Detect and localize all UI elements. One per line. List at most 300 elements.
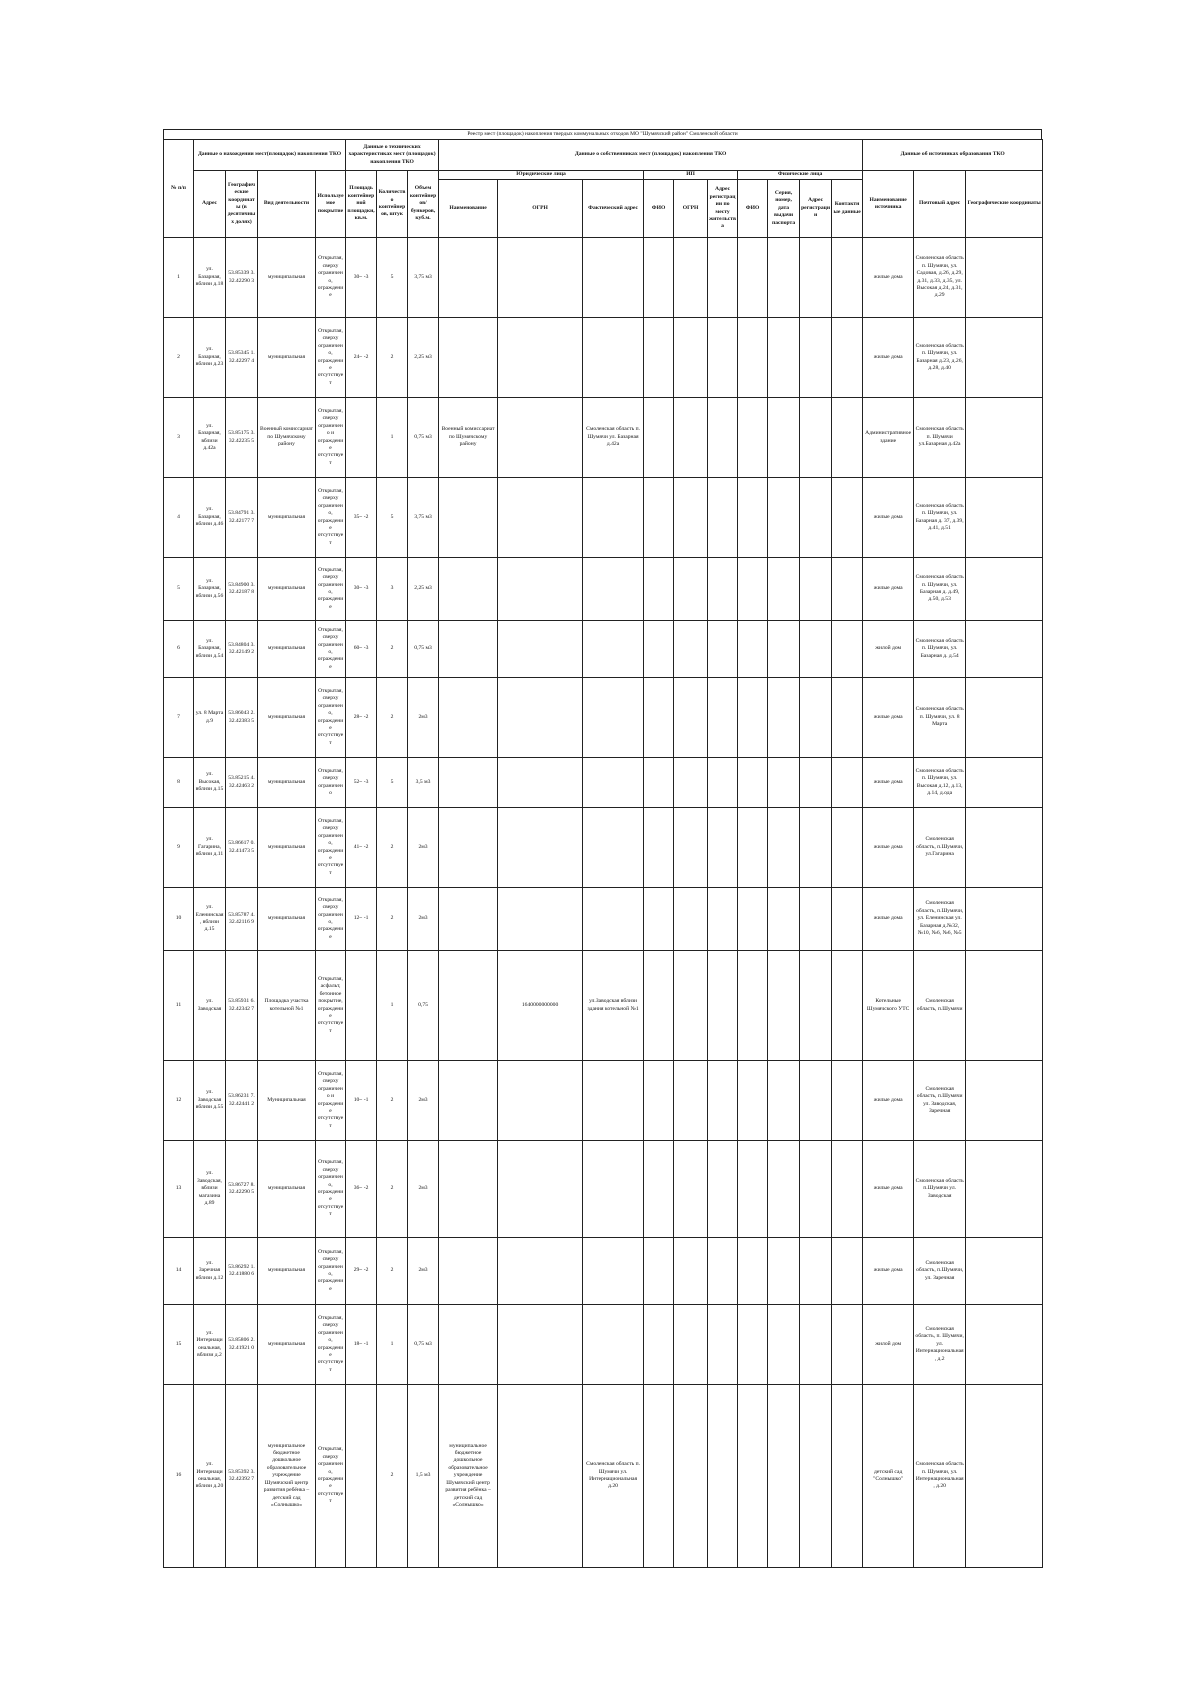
cell-fio2 <box>738 758 768 808</box>
cell-fio2 <box>738 951 768 1061</box>
cell-source-name: жилые дома <box>863 758 914 808</box>
table-row <box>164 621 1043 678</box>
cell-postal: Смоленская область, п.Шумячи, ул. Заречная <box>914 1238 966 1305</box>
cell-fio <box>644 888 674 951</box>
cell-reg-address <box>708 951 738 1061</box>
cell-ogrnip <box>674 808 708 888</box>
cell-cover: Открытая, сверху ограничено, ограждение отсутствует <box>316 1385 346 1568</box>
cell-num: 7 <box>164 678 194 758</box>
cell-fio <box>644 238 674 318</box>
cell-contacts <box>832 678 863 758</box>
cell-address: ул. Базарная, вблизи д.42а <box>194 398 226 478</box>
cell-reg-address2 <box>800 1141 832 1238</box>
cell-passport <box>768 1141 800 1238</box>
cell-fio <box>644 808 674 888</box>
cell-name <box>439 478 498 558</box>
cell-fact-address <box>583 888 644 951</box>
cell-count: 2 <box>377 318 408 398</box>
cell-address: ул. Интернациональная, вблизи д.20 <box>194 1385 226 1568</box>
cell-num: 4 <box>164 478 194 558</box>
cell-fio2 <box>738 1061 768 1141</box>
cell-activity: муниципальная <box>258 808 316 888</box>
cell-reg-address <box>708 758 738 808</box>
cell-source-name: жилые дома <box>863 678 914 758</box>
cell-area: 10~ -1 <box>346 1061 377 1141</box>
header-ogrn: ОГРН <box>498 180 583 238</box>
cell-area <box>346 951 377 1061</box>
cell-volume: 2,25 м3 <box>408 558 439 621</box>
cell-name <box>439 951 498 1061</box>
cell-reg-address <box>708 1061 738 1141</box>
cell-ogrn <box>498 808 583 888</box>
cell-activity: муниципальная <box>258 1141 316 1238</box>
cell-geo: 53.85345 1. 32.42297 4 <box>226 318 258 398</box>
cell-geo2 <box>966 1061 1043 1141</box>
cell-cover: Открытая, сверху ограничено, ограждение отсутствует <box>316 678 346 758</box>
cell-area <box>346 1385 377 1568</box>
cell-name <box>439 678 498 758</box>
cell-count: 2 <box>377 808 408 888</box>
cell-geo: 53.86617 0. 32.41473 5 <box>226 808 258 888</box>
header-group-location: Данные о нахождении мест(площадок) накопления ТКО <box>194 140 346 171</box>
cell-fio2 <box>738 238 768 318</box>
cell-fio <box>644 1141 674 1238</box>
cell-count: 2 <box>377 1238 408 1305</box>
cell-name <box>439 238 498 318</box>
cell-reg-address2 <box>800 558 832 621</box>
cell-fact-address <box>583 318 644 398</box>
cell-fact-address: Смоленская область п. Шумячи ул. Интернациональная д.20 <box>583 1385 644 1568</box>
cell-ogrn <box>498 888 583 951</box>
cell-fio <box>644 558 674 621</box>
cell-postal: Смоленская область, п.Шумячи, ул. Еленинская ул. Базарная д.№32, №10, №6, №6, №5 <box>914 888 966 951</box>
cell-address: ул. Базарная, вблизи д.23 <box>194 318 226 398</box>
cell-activity: Муниципальная <box>258 1061 316 1141</box>
cell-source-name: жилые дома <box>863 478 914 558</box>
cell-cover: Открытая, сверху ограничено и ограждение отсутствует <box>316 398 346 478</box>
cell-passport <box>768 1238 800 1305</box>
cell-cover: Открытая, сверху ограничено, ограждение отсутствует <box>316 478 346 558</box>
cell-ogrnip <box>674 398 708 478</box>
cell-fio2 <box>738 398 768 478</box>
cell-cover: Открытая, сверху ограничено, ограждение отсутствует <box>316 808 346 888</box>
cell-geo: 53.85175 3. 32.42235 5 <box>226 398 258 478</box>
cell-contacts <box>832 1305 863 1385</box>
cell-count: 3 <box>377 558 408 621</box>
cell-fact-address <box>583 621 644 678</box>
header-group-owners: Данные о собственниках мест (площадок) накопления ТКО <box>439 140 863 171</box>
cell-count: 2 <box>377 678 408 758</box>
header-geo2: Географические координаты <box>966 171 1043 238</box>
cell-fio2 <box>738 1238 768 1305</box>
cell-activity: Площадка участка котельной №1 <box>258 951 316 1061</box>
cell-count: 1 <box>377 951 408 1061</box>
cell-name <box>439 808 498 888</box>
cell-fact-address <box>583 558 644 621</box>
cell-name: муниципальное бюджетное дошкольное образовательное учреждение Шумячский центр развития ребёнка – детский сад «Солнышко» <box>439 1385 498 1568</box>
cell-cover: Открытая, асфальт, бетонное покрытие, ограждение отсутствует <box>316 951 346 1061</box>
header-legal: Юридические лица <box>439 171 644 180</box>
cell-reg-address <box>708 1305 738 1385</box>
cell-address: ул. Высокая, вблизи д.15 <box>194 758 226 808</box>
table-row <box>164 678 1043 758</box>
cell-num: 12 <box>164 1061 194 1141</box>
cell-name: Военный комиссариат по Шумячскому району <box>439 398 498 478</box>
cell-passport <box>768 1061 800 1141</box>
cell-postal: Смоленская область, п.Шумячи <box>914 951 966 1061</box>
cell-source-name: Административное здание <box>863 398 914 478</box>
cell-area: 36~ -2 <box>346 1141 377 1238</box>
cell-geo: 53.85339 3. 32.42290 3 <box>226 238 258 318</box>
cell-geo: 53.86231 7. 32.42441 2 <box>226 1061 258 1141</box>
cell-area: 41~ -2 <box>346 808 377 888</box>
cell-ogrnip <box>674 238 708 318</box>
cell-area: 18~ -1 <box>346 1305 377 1385</box>
cell-contacts <box>832 1061 863 1141</box>
cell-cover: Открытая, сверху ограничено <box>316 758 346 808</box>
document-title: Реестр мест (площадок) накопления твердых коммунальных отходов МО "Шумячский район" Смоленской области <box>163 129 1042 139</box>
table-row <box>164 1141 1043 1238</box>
table-row <box>164 888 1043 951</box>
cell-area: 60~ -3 <box>346 621 377 678</box>
header-activity: Вид деятельности <box>258 171 316 238</box>
cell-fio <box>644 1305 674 1385</box>
cell-count: 2 <box>377 1061 408 1141</box>
cell-contacts <box>832 318 863 398</box>
table-row <box>164 1061 1043 1141</box>
cell-postal: Смоленская область п. Шумячи, ул. Высокая д.12, д.13, д.14, д.ода <box>914 758 966 808</box>
cell-geo2 <box>966 1238 1043 1305</box>
cell-ogrnip <box>674 318 708 398</box>
cell-source-name: жилой дом <box>863 621 914 678</box>
cell-cover: Открытая, сверху ограничено, ограждение <box>316 888 346 951</box>
cell-passport <box>768 888 800 951</box>
table-row <box>164 478 1043 558</box>
cell-volume: 0,75 <box>408 951 439 1061</box>
cell-activity: муниципальная <box>258 238 316 318</box>
cell-reg-address2 <box>800 678 832 758</box>
table-row <box>164 1238 1043 1305</box>
cell-source-name: жилые дома <box>863 558 914 621</box>
cell-area: 30~ -3 <box>346 238 377 318</box>
cell-address: ул. Базарная, вблизи д.46 <box>194 478 226 558</box>
header-cover: Используемое покрытие <box>316 171 346 238</box>
table-row <box>164 1385 1043 1568</box>
cell-geo2 <box>966 558 1043 621</box>
cell-ogrnip <box>674 621 708 678</box>
cell-fio <box>644 478 674 558</box>
cell-name <box>439 758 498 808</box>
cell-name <box>439 318 498 398</box>
cell-reg-address2 <box>800 318 832 398</box>
cell-postal: Смоленская область п. Шумячи, ул. Базарная д. д.54 <box>914 621 966 678</box>
table-row <box>164 558 1043 621</box>
cell-fio <box>644 1061 674 1141</box>
cell-contacts <box>832 558 863 621</box>
cell-ogrnip <box>674 951 708 1061</box>
header-geo: Географические координаты (в десятичных долях) <box>226 171 258 238</box>
cell-fio <box>644 1385 674 1568</box>
cell-geo: 53.86043 2. 32.42383 5 <box>226 678 258 758</box>
cell-fio <box>644 621 674 678</box>
cell-fact-address <box>583 1061 644 1141</box>
cell-geo2 <box>966 238 1043 318</box>
cell-activity: муниципальная <box>258 1305 316 1385</box>
cell-passport <box>768 1305 800 1385</box>
cell-reg-address2 <box>800 398 832 478</box>
cell-reg-address <box>708 621 738 678</box>
cell-passport <box>768 758 800 808</box>
cell-num: 6 <box>164 621 194 678</box>
cell-source-name: жилые дома <box>863 238 914 318</box>
cell-volume: 0,75 м3 <box>408 1305 439 1385</box>
header-area: Площадь контейнерной площадки, кв.м. <box>346 171 377 238</box>
cell-activity: муниципальная <box>258 478 316 558</box>
cell-volume: 0,75 м3 <box>408 398 439 478</box>
header-postal: Почтовый адрес <box>914 171 966 238</box>
cell-count: 2 <box>377 888 408 951</box>
cell-contacts <box>832 951 863 1061</box>
cell-contacts <box>832 1141 863 1238</box>
cell-volume: 2м3 <box>408 1238 439 1305</box>
cell-num: 2 <box>164 318 194 398</box>
cell-area: 35~ -2 <box>346 478 377 558</box>
cell-geo2 <box>966 758 1043 808</box>
cell-fio <box>644 1238 674 1305</box>
cell-reg-address2 <box>800 238 832 318</box>
cell-activity: муниципальная <box>258 621 316 678</box>
header-volume: Объем контейнеров/бункеров, куб.м. <box>408 171 439 238</box>
cell-source-name: жилые дома <box>863 1238 914 1305</box>
header-count: Количество контейнеров, штук <box>377 171 408 238</box>
cell-num: 13 <box>164 1141 194 1238</box>
cell-count: 5 <box>377 238 408 318</box>
cell-contacts <box>832 238 863 318</box>
cell-num: 3 <box>164 398 194 478</box>
cell-contacts <box>832 398 863 478</box>
cell-ogrn <box>498 1061 583 1141</box>
header-fio: ФИО <box>644 180 674 238</box>
cell-geo: 53.84900 3. 32.42187 8 <box>226 558 258 621</box>
cell-fact-address <box>583 1141 644 1238</box>
cell-source-name: Котельные Шумячского УТС <box>863 951 914 1061</box>
cell-ogrn <box>498 478 583 558</box>
cell-address: ул. Базарная, вблизи д.56 <box>194 558 226 621</box>
cell-activity: муниципальная <box>258 1238 316 1305</box>
cell-contacts <box>832 1238 863 1305</box>
cell-passport <box>768 558 800 621</box>
cell-name <box>439 1141 498 1238</box>
cell-fio2 <box>738 1385 768 1568</box>
cell-area: 30~ -3 <box>346 558 377 621</box>
header-reg-address: Адрес регистрации по месту жительства <box>708 180 738 238</box>
cell-name <box>439 888 498 951</box>
cell-ogrnip <box>674 678 708 758</box>
cell-reg-address <box>708 808 738 888</box>
cell-num: 14 <box>164 1238 194 1305</box>
header-address: Адрес <box>194 171 226 238</box>
cell-reg-address2 <box>800 1238 832 1305</box>
cell-name <box>439 1238 498 1305</box>
cell-cover: Открытая, сверху ограничено, ограждение отсутствует <box>316 1305 346 1385</box>
cell-reg-address <box>708 888 738 951</box>
cell-ogrn: 1640000000000 <box>498 951 583 1061</box>
cell-volume: 2,25 м3 <box>408 318 439 398</box>
cell-address: ул. Базарная, вблизи д.18 <box>194 238 226 318</box>
cell-volume: 3,5 м3 <box>408 758 439 808</box>
cell-ogrn <box>498 238 583 318</box>
cell-ogrn <box>498 1238 583 1305</box>
cell-ogrn <box>498 318 583 398</box>
cell-geo2 <box>966 1305 1043 1385</box>
cell-reg-address <box>708 318 738 398</box>
cell-geo: 53.85215 4. 32.42463 2 <box>226 758 258 808</box>
cell-area: 29~ -2 <box>346 1238 377 1305</box>
table-row <box>164 238 1043 318</box>
cell-reg-address2 <box>800 478 832 558</box>
cell-address: ул. 8 Марта д.9 <box>194 678 226 758</box>
cell-volume: 3,75 м3 <box>408 238 439 318</box>
header-group-tech: Данные о технических характеристиках мест (площадок) накопления ТКО <box>346 140 439 171</box>
cell-geo: 53.85806 2. 32.41921 0 <box>226 1305 258 1385</box>
cell-source-name: жилые дома <box>863 888 914 951</box>
cell-passport <box>768 398 800 478</box>
cell-ogrnip <box>674 558 708 621</box>
cell-reg-address <box>708 558 738 621</box>
cell-geo2 <box>966 398 1043 478</box>
cell-area: 12~ -1 <box>346 888 377 951</box>
table-row <box>164 951 1043 1061</box>
cell-ogrn <box>498 398 583 478</box>
cell-num: 16 <box>164 1385 194 1568</box>
cell-reg-address2 <box>800 758 832 808</box>
cell-ogrn <box>498 558 583 621</box>
cell-ogrn <box>498 1141 583 1238</box>
cell-fact-address: ул.Заводская вблизи здания котельной №1 <box>583 951 644 1061</box>
cell-volume: 0,75 м3 <box>408 621 439 678</box>
cell-postal: Смоленская область п. Шумячи ул.Базарная д.42а <box>914 398 966 478</box>
cell-passport <box>768 621 800 678</box>
cell-volume: 2м3 <box>408 808 439 888</box>
header-reg-address2: Адрес регистрации <box>800 180 832 238</box>
cell-source-name: жилые дома <box>863 1141 914 1238</box>
cell-activity: Военный комиссариат по Шумячскому району <box>258 398 316 478</box>
cell-geo2 <box>966 318 1043 398</box>
cell-num: 8 <box>164 758 194 808</box>
cell-reg-address2 <box>800 1061 832 1141</box>
cell-reg-address2 <box>800 888 832 951</box>
cell-contacts <box>832 478 863 558</box>
table-row <box>164 758 1043 808</box>
cell-address: ул. Заводская <box>194 951 226 1061</box>
cell-source-name: жилые дома <box>863 1061 914 1141</box>
cell-count: 1 <box>377 398 408 478</box>
cell-activity: муниципальная <box>258 888 316 951</box>
cell-num: 1 <box>164 238 194 318</box>
cell-source-name: жилые дома <box>863 318 914 398</box>
cell-fact-address <box>583 478 644 558</box>
cell-name <box>439 1061 498 1141</box>
cell-fio2 <box>738 1305 768 1385</box>
cell-volume: 2м3 <box>408 888 439 951</box>
cell-address: ул. Заречная вблизи д.12 <box>194 1238 226 1305</box>
cell-num: 5 <box>164 558 194 621</box>
header-contacts: Контактные данные <box>832 180 863 238</box>
cell-postal: Смоленская область п. Шумячи, ул. Интернациональная, д.20 <box>914 1385 966 1568</box>
table-row <box>164 398 1043 478</box>
cell-geo2 <box>966 888 1043 951</box>
cell-passport <box>768 238 800 318</box>
cell-volume: 2м3 <box>408 1141 439 1238</box>
cell-num: 15 <box>164 1305 194 1385</box>
cell-fio2 <box>738 558 768 621</box>
cell-fio2 <box>738 318 768 398</box>
cell-reg-address2 <box>800 951 832 1061</box>
header-passport: Серия, номер, дата выдачи паспорта <box>768 180 800 238</box>
cell-num: 11 <box>164 951 194 1061</box>
cell-cover: Открытая, сверху ограничено, ограждение отсутствует <box>316 318 346 398</box>
cell-postal: Смоленская область п. Шумячи, ул. Базарная д. д.49, д.50, д.53 <box>914 558 966 621</box>
cell-passport <box>768 1385 800 1568</box>
cell-ogrnip <box>674 1238 708 1305</box>
cell-address: ул. Гагарина, вблизи д.11 <box>194 808 226 888</box>
cell-reg-address <box>708 238 738 318</box>
cell-contacts <box>832 888 863 951</box>
header-source-name: Наименование источника <box>863 171 914 238</box>
cell-geo2 <box>966 951 1043 1061</box>
cell-reg-address2 <box>800 621 832 678</box>
cell-fio <box>644 398 674 478</box>
cell-name <box>439 1305 498 1385</box>
cell-postal: Смоленская область, п. Шумячи, ул. Интернациональная, д.2 <box>914 1305 966 1385</box>
cell-passport <box>768 808 800 888</box>
cell-ogrnip <box>674 1141 708 1238</box>
cell-geo2 <box>966 1141 1043 1238</box>
cell-postal: Смоленская область п. Шумячи, ул. Базарная д. 37, д.39, д.41, д.51 <box>914 478 966 558</box>
cell-fio <box>644 678 674 758</box>
cell-num: 9 <box>164 808 194 888</box>
cell-reg-address <box>708 678 738 758</box>
header-individuals: Физические лица <box>738 171 863 180</box>
cell-passport <box>768 678 800 758</box>
cell-geo: 53.86727 8. 32.42290 5 <box>226 1141 258 1238</box>
header-ip: ИП <box>644 171 738 180</box>
cell-geo2 <box>966 621 1043 678</box>
cell-passport <box>768 478 800 558</box>
cell-ogrnip <box>674 1061 708 1141</box>
cell-area: 52~ -3 <box>346 758 377 808</box>
header-name: Наименование <box>439 180 498 238</box>
cell-reg-address2 <box>800 1385 832 1568</box>
cell-count: 5 <box>377 758 408 808</box>
cell-reg-address <box>708 1141 738 1238</box>
cell-address: ул. Заводская вблизи д.55 <box>194 1061 226 1141</box>
cell-ogrnip <box>674 1385 708 1568</box>
cell-count: 5 <box>377 478 408 558</box>
cell-fio <box>644 318 674 398</box>
cell-volume: 2м3 <box>408 1061 439 1141</box>
cell-activity: муниципальная <box>258 318 316 398</box>
cell-ogrn <box>498 758 583 808</box>
cell-fio <box>644 951 674 1061</box>
cell-fact-address <box>583 808 644 888</box>
header-num: № п/п <box>164 140 194 238</box>
cell-name <box>439 558 498 621</box>
header-ogrnip: ОГРН <box>674 180 708 238</box>
cell-count: 2 <box>377 1141 408 1238</box>
cell-passport <box>768 951 800 1061</box>
cell-count: 1 <box>377 1305 408 1385</box>
